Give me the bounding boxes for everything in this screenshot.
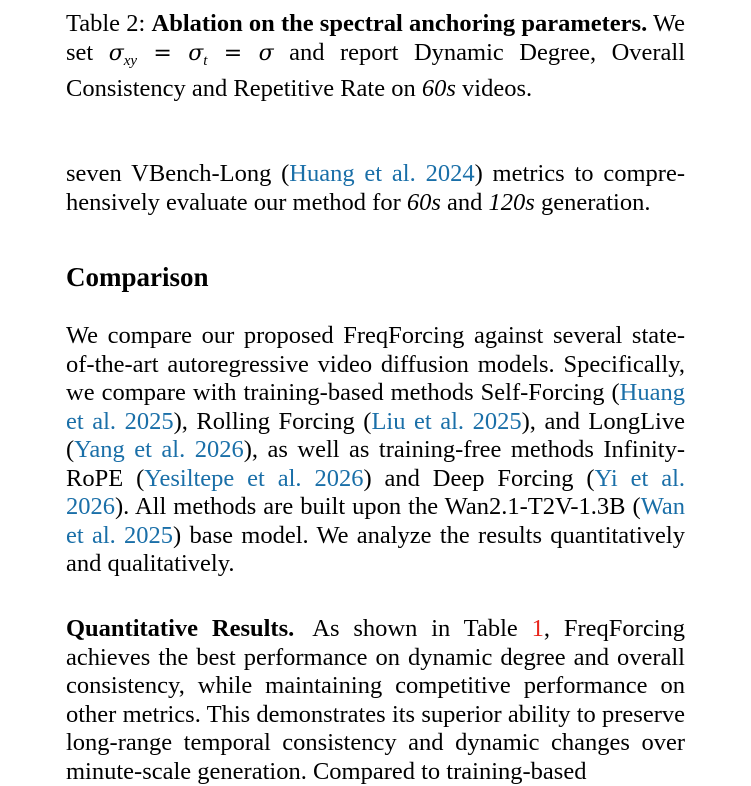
para3-text: , FreqForcing achieves the best performance on dynamic degree and overall consistency, while maintaining competitive performance on other metrics. This demonstrates its superior ability to preserve long-range temporal consistency and dynamic changes over minute-scale generation. Compared to training-based <box>66 615 685 785</box>
paragraph-quantitative <box>66 615 685 786</box>
citation-link[interactable]: Yang et al. 2026 <box>74 436 244 463</box>
para2-text: ), as well as training-free methods Infinity-RoPE ( <box>66 436 685 492</box>
duration-120s: 120s <box>488 188 535 216</box>
para1-text: ) metrics to comprehensively evaluate our method for <box>66 160 685 216</box>
para2-text: ), Rolling Forcing ( <box>173 407 372 435</box>
citation-link[interactable]: Wan et al. 2025 <box>66 493 685 549</box>
citation-link[interactable]: Huang et al. 2025 <box>66 379 685 435</box>
math-sigma-t: σ <box>188 40 204 66</box>
paragraph-comparison <box>66 322 685 579</box>
citation-link[interactable]: Huang et al. 2024 <box>289 160 475 187</box>
caption-title: Ablation on the spectral anchoring parameters. <box>151 10 648 37</box>
table-ref-link[interactable]: 1 <box>531 615 544 642</box>
para1-text: seven VBench-Long ( <box>66 160 290 187</box>
math-sigma-xy: σ <box>108 40 124 66</box>
para2-text: We compare our proposed FreqForcing against several state-of-the-art autoregressive video diffusion models. Specifically, we compare with training-based methods Self-Forcing ( <box>66 322 685 406</box>
caption-label: Table 2: <box>66 10 146 37</box>
paragraph-metrics <box>66 160 685 217</box>
caption-text-end: videos. <box>462 75 533 102</box>
para1-text: generation. <box>534 188 651 216</box>
table-caption <box>66 10 685 104</box>
citation-link[interactable]: Liu et al. 2025 <box>371 407 522 435</box>
caption-text-post: and report Dynamic Degree, Overall Consistency and Repetitive Rate on <box>66 38 686 102</box>
runin-heading: Quantitative Results. <box>66 615 295 642</box>
para2-text: ), and LongLive ( <box>66 407 685 463</box>
para2-text: ). All methods are built upon the Wan2.1-T2V-1.3B ( <box>115 493 641 520</box>
para2-text: ) and Deep Forcing ( <box>363 464 595 492</box>
caption-text-pre: We set <box>66 10 685 66</box>
caption-duration: 60s <box>421 75 456 102</box>
math-sub-t: t <box>203 52 208 69</box>
math-eq1: = <box>137 40 189 66</box>
para3-text: As shown in Table <box>312 615 532 642</box>
para2-text: ) base model. We analyze the results quantitatively and qualitatively. <box>66 521 685 577</box>
math-sub-xy: xy <box>123 52 138 69</box>
citation-link[interactable]: Yi et al. 2026 <box>66 464 685 520</box>
duration-60s: 60s <box>406 188 441 216</box>
section-heading: Comparison <box>66 262 209 292</box>
math-eq2: = σ <box>207 40 274 66</box>
citation-link[interactable]: Yesiltepe et al. 2026 <box>144 464 364 492</box>
para1-text: and <box>440 188 489 216</box>
